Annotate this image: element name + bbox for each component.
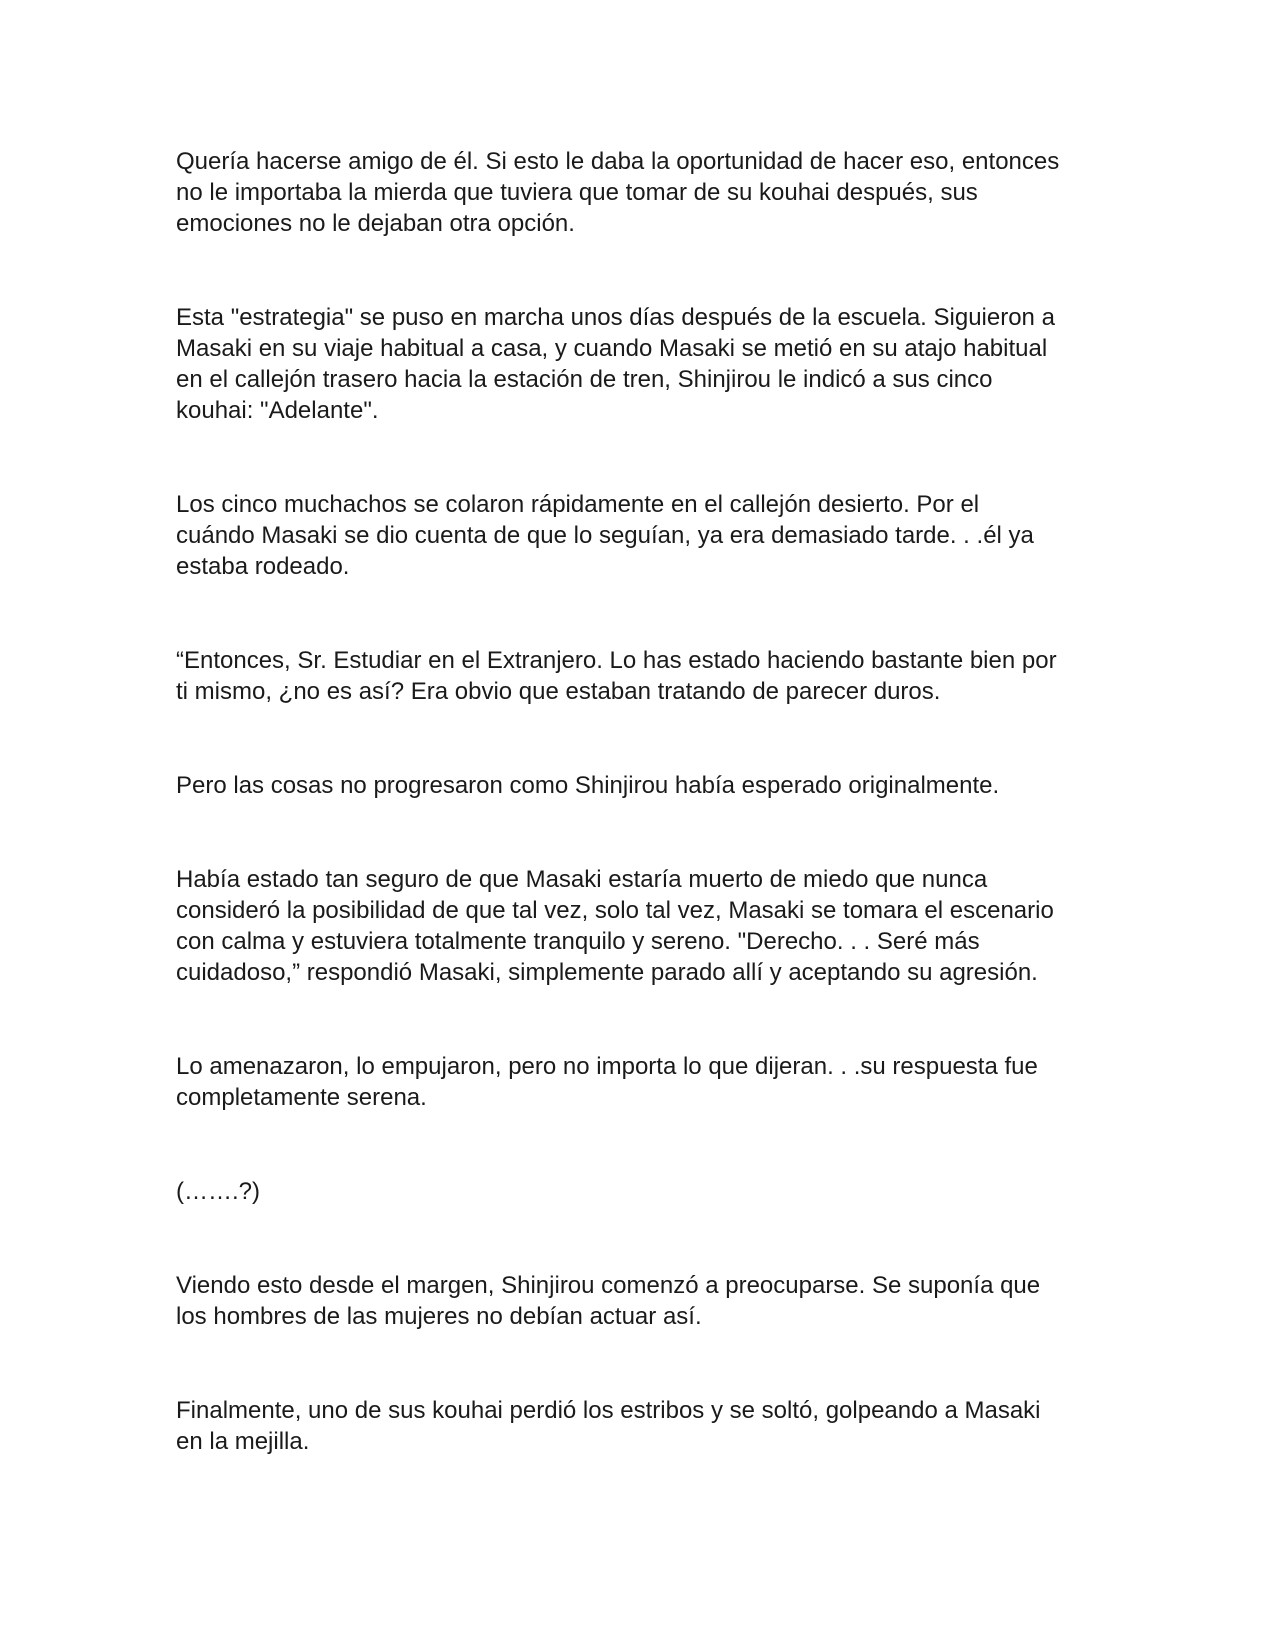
- text-line: Masaki en su viaje habitual a casa, y cuando Masaki se metió en su atajo habitual: [176, 335, 1048, 362]
- text-line: Los cinco muchachos se colaron rápidamente en el callejón desierto. Por el: [176, 491, 980, 518]
- paragraph-8: [176, 1176, 1106, 1207]
- text-line: kouhai: "Adelante".: [176, 397, 379, 424]
- text-line: (…….?): [176, 1178, 260, 1205]
- text-line: con calma y estuviera totalmente tranquilo y sereno. "Derecho. . . Seré más: [176, 928, 980, 955]
- text-line: ti mismo, ¿no es así? Era obvio que estaban tratando de parecer duros.: [176, 678, 941, 705]
- text-line: completamente serena.: [176, 1084, 427, 1111]
- text-line: consideró la posibilidad de que tal vez, solo tal vez, Masaki se tomara el escenario: [176, 897, 1054, 924]
- text-line: estaba rodeado.: [176, 553, 350, 580]
- text-line: cuándo Masaki se dio cuenta de que lo seguían, ya era demasiado tarde. . .él ya: [176, 522, 1034, 549]
- text-line: Lo amenazaron, lo empujaron, pero no importa lo que dijeran. . .su respuesta fue: [176, 1053, 1038, 1080]
- paragraph-7: [176, 1051, 1106, 1113]
- text-line: en la mejilla.: [176, 1428, 310, 1455]
- paragraph-2: [176, 302, 1106, 426]
- text-line: “Entonces, Sr. Estudiar en el Extranjero. Lo has estado haciendo bastante bien por: [176, 647, 1057, 674]
- text-line: no le importaba la mierda que tuviera que tomar de su kouhai después, sus: [176, 179, 978, 206]
- text-line: en el callejón trasero hacia la estación de tren, Shinjirou le indicó a sus cinco: [176, 366, 993, 393]
- text-line: Esta "estrategia" se puso en marcha unos días después de la escuela. Siguieron a: [176, 304, 1055, 331]
- text-line: Viendo esto desde el margen, Shinjirou comenzó a preocuparse. Se suponía que: [176, 1272, 1041, 1299]
- paragraph-9: [176, 1270, 1106, 1332]
- text-line: cuidadoso,” respondió Masaki, simplemente parado allí y aceptando su agresión.: [176, 959, 1038, 986]
- text-line: Había estado tan seguro de que Masaki estaría muerto de miedo que nunca: [176, 866, 988, 893]
- paragraph-4: [176, 645, 1106, 707]
- paragraph-10: [176, 1395, 1106, 1457]
- text-line: Pero las cosas no progresaron como Shinjirou había esperado originalmente.: [176, 772, 1000, 799]
- text-line: emociones no le dejaban otra opción.: [176, 210, 575, 237]
- text-line: Quería hacerse amigo de él. Si esto le daba la oportunidad de hacer eso, entonces: [176, 148, 1060, 175]
- paragraph-6: [176, 864, 1106, 988]
- text-line: Finalmente, uno de sus kouhai perdió los estribos y se soltó, golpeando a Masaki: [176, 1397, 1041, 1424]
- document-body: [176, 146, 1106, 1457]
- paragraph-3: [176, 489, 1106, 582]
- text-line: los hombres de las mujeres no debían actuar así.: [176, 1303, 702, 1330]
- paragraph-1: [176, 146, 1106, 239]
- paragraph-5: [176, 770, 1106, 801]
